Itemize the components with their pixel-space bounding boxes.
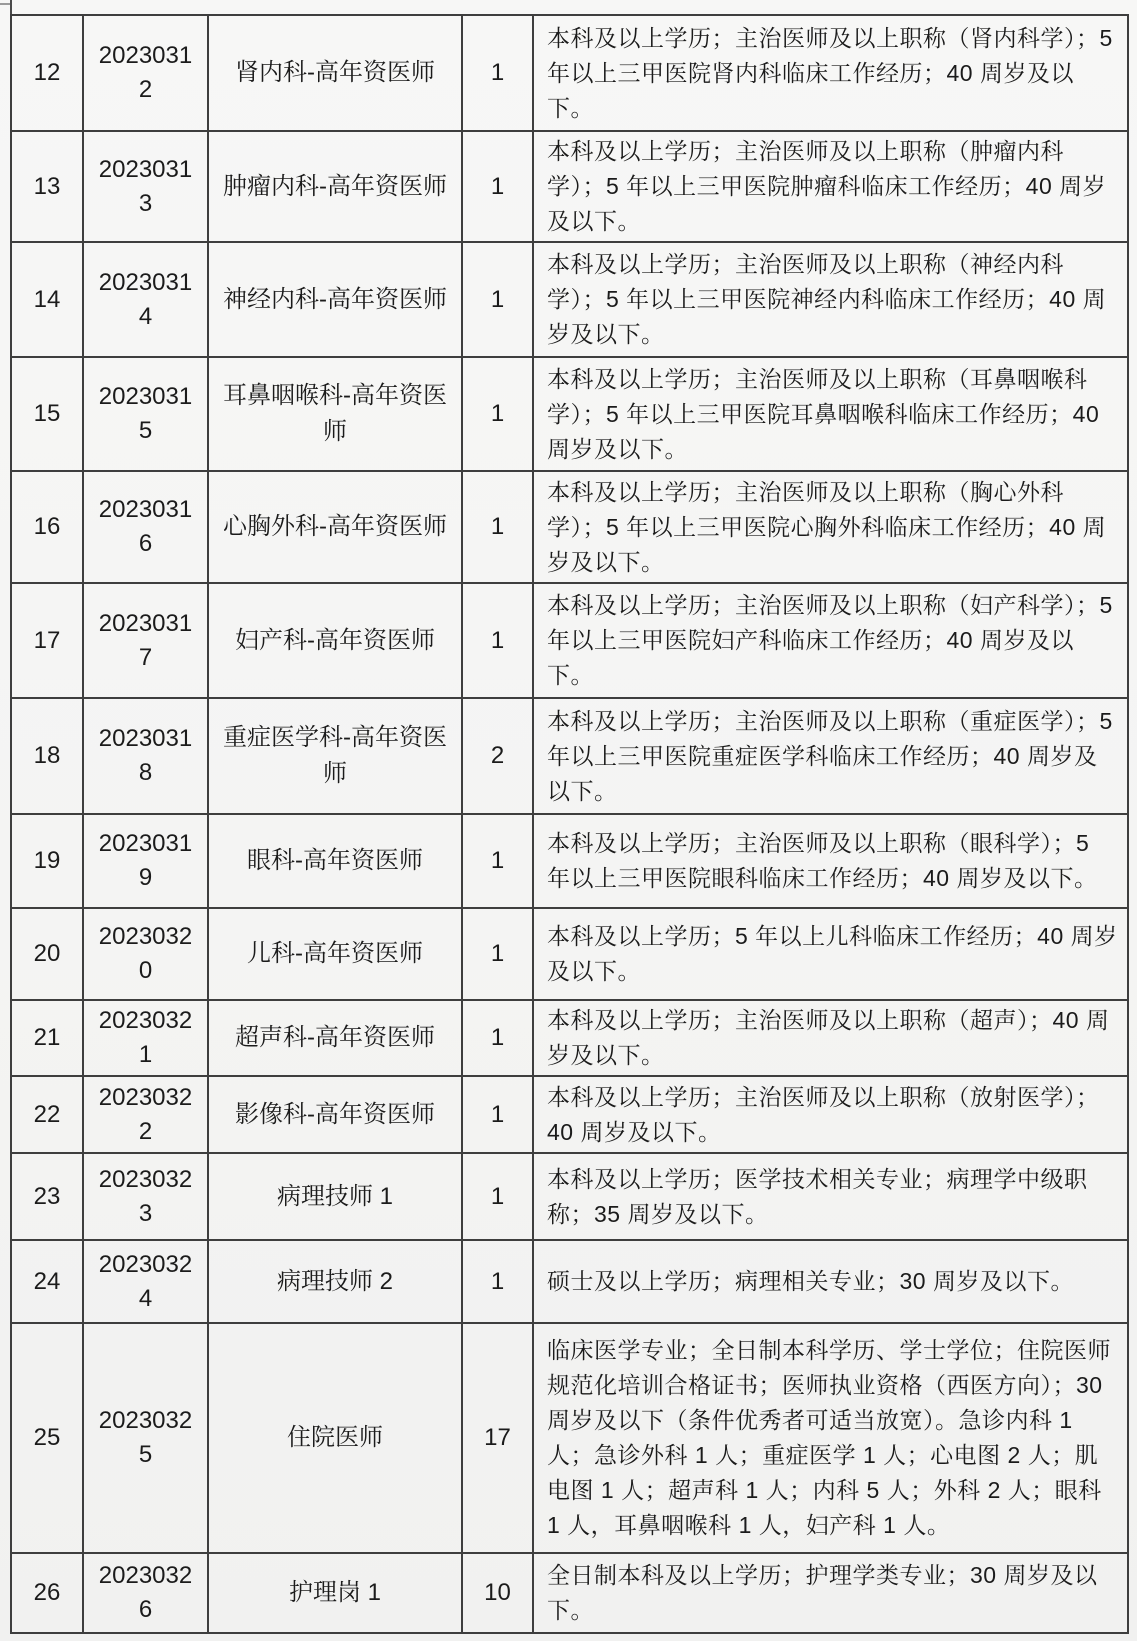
job-code-text: 20230325 xyxy=(98,1407,193,1468)
job-code-text: 20230312 xyxy=(98,42,193,103)
position-name-cell: 心胸外科-高年资医师 xyxy=(208,471,462,583)
headcount-cell: 1 xyxy=(462,471,533,583)
requirements-cell: 本科及以上学历；主治医师及以上职称（胸心外科学）；5 年以上三甲医院心胸外科临床工作经历；40 周岁及以下。 xyxy=(533,471,1128,583)
position-name-cell: 护理岗 1 xyxy=(208,1553,462,1633)
table-row xyxy=(11,1153,1128,1240)
position-name-cell: 眼科-高年资医师 xyxy=(208,814,462,908)
position-name-cell: 肾内科-高年资医师 xyxy=(208,15,462,131)
job-code-cell xyxy=(83,814,208,908)
job-code-text: 20230323 xyxy=(98,1165,193,1227)
sequence-cell: 20 xyxy=(11,908,83,1000)
headcount-cell: 1 xyxy=(462,1000,533,1076)
sequence-cell: 24 xyxy=(11,1240,83,1323)
position-name-cell: 病理技师 2 xyxy=(208,1240,462,1323)
position-name-cell: 肿瘤内科-高年资医师 xyxy=(208,131,462,242)
job-code-cell xyxy=(83,357,208,471)
table-row xyxy=(11,908,1128,1000)
cropped-row-border-artifact-vertical xyxy=(10,0,12,14)
requirements-cell: 本科及以上学历；5 年以上儿科临床工作经历；40 周岁及以下。 xyxy=(533,908,1128,1000)
requirements-cell: 本科及以上学历；主治医师及以上职称（重症医学）；5 年以上三甲医院重症医学科临床工作经历；40 周岁及以下。 xyxy=(533,698,1128,814)
sequence-cell: 15 xyxy=(11,357,83,471)
job-code-text: 20230321 xyxy=(98,1007,193,1068)
position-name-cell: 妇产科-高年资医师 xyxy=(208,583,462,698)
sequence-cell: 17 xyxy=(11,583,83,698)
sequence-cell: 13 xyxy=(11,131,83,242)
table-row xyxy=(11,1000,1128,1076)
job-code-cell xyxy=(83,131,208,242)
job-code-cell xyxy=(83,1323,208,1553)
sequence-cell: 18 xyxy=(11,698,83,814)
requirements-cell: 本科及以上学历；主治医师及以上职称（肾内科学）；5 年以上三甲医院肾内科临床工作经历；40 周岁及以下。 xyxy=(533,15,1128,131)
table-row xyxy=(11,1240,1128,1323)
job-code-text: 20230318 xyxy=(98,725,193,786)
headcount-cell: 1 xyxy=(462,131,533,242)
requirements-cell: 本科及以上学历；主治医师及以上职称（耳鼻咽喉科学）；5 年以上三甲医院耳鼻咽喉科临床工作经历；40 周岁及以下。 xyxy=(533,357,1128,471)
job-code-text: 20230326 xyxy=(98,1562,193,1623)
headcount-cell: 1 xyxy=(462,1076,533,1153)
job-code-text: 20230319 xyxy=(98,830,193,891)
job-code-cell xyxy=(83,1076,208,1153)
requirements-cell: 本科及以上学历；主治医师及以上职称（超声）；40 周岁及以下。 xyxy=(533,1000,1128,1076)
headcount-cell: 1 xyxy=(462,908,533,1000)
job-code-cell xyxy=(83,583,208,698)
requirements-cell: 本科及以上学历；医学技术相关专业；病理学中级职称；35 周岁及以下。 xyxy=(533,1153,1128,1240)
table-row xyxy=(11,471,1128,583)
job-code-text: 20230320 xyxy=(98,923,193,984)
headcount-cell: 1 xyxy=(462,814,533,908)
table-body xyxy=(11,15,1128,1633)
headcount-cell: 1 xyxy=(462,357,533,471)
position-name-cell: 超声科-高年资医师 xyxy=(208,1000,462,1076)
job-code-cell xyxy=(83,1240,208,1323)
recruitment-positions-table xyxy=(10,14,1129,1634)
headcount-cell: 1 xyxy=(462,15,533,131)
headcount-cell: 10 xyxy=(462,1553,533,1633)
sequence-cell: 22 xyxy=(11,1076,83,1153)
sequence-cell: 21 xyxy=(11,1000,83,1076)
table-row xyxy=(11,1323,1128,1553)
job-code-cell xyxy=(83,471,208,583)
position-name-cell: 重症医学科-高年资医师 xyxy=(208,698,462,814)
sequence-cell: 16 xyxy=(11,471,83,583)
sequence-cell: 12 xyxy=(11,15,83,131)
job-code-text: 20230315 xyxy=(98,383,193,444)
job-code-text: 20230313 xyxy=(98,155,193,217)
table-row xyxy=(11,698,1128,814)
requirements-cell: 本科及以上学历；主治医师及以上职称（肿瘤内科学）；5 年以上三甲医院肿瘤科临床工作经历；40 周岁及以下。 xyxy=(533,131,1128,242)
requirements-cell: 全日制本科及以上学历；护理学类专业；30 周岁及以下。 xyxy=(533,1553,1128,1633)
requirements-cell: 硕士及以上学历；病理相关专业；30 周岁及以下。 xyxy=(533,1240,1128,1323)
job-code-text: 20230316 xyxy=(98,496,193,557)
requirements-cell: 本科及以上学历；主治医师及以上职称（放射医学）；40 周岁及以下。 xyxy=(533,1076,1128,1153)
job-code-text: 20230314 xyxy=(98,268,193,330)
headcount-cell: 2 xyxy=(462,698,533,814)
table-row xyxy=(11,814,1128,908)
job-code-cell xyxy=(83,1000,208,1076)
sequence-cell: 19 xyxy=(11,814,83,908)
job-code-text: 20230324 xyxy=(98,1250,193,1312)
headcount-cell: 1 xyxy=(462,242,533,357)
requirements-cell: 本科及以上学历；主治医师及以上职称（妇产科学）；5 年以上三甲医院妇产科临床工作经历；40 周岁及以下。 xyxy=(533,583,1128,698)
table-row xyxy=(11,15,1128,131)
job-code-text: 20230322 xyxy=(98,1083,193,1145)
table-row xyxy=(11,1553,1128,1633)
requirements-cell: 本科及以上学历；主治医师及以上职称（眼科学）；5 年以上三甲医院眼科临床工作经历；40 周岁及以下。 xyxy=(533,814,1128,908)
headcount-cell: 1 xyxy=(462,1153,533,1240)
position-name-cell: 住院医师 xyxy=(208,1323,462,1553)
position-name-cell: 病理技师 1 xyxy=(208,1153,462,1240)
position-name-cell: 儿科-高年资医师 xyxy=(208,908,462,1000)
table-row xyxy=(11,131,1128,242)
job-code-cell xyxy=(83,908,208,1000)
sequence-cell: 23 xyxy=(11,1153,83,1240)
headcount-cell: 17 xyxy=(462,1323,533,1553)
job-code-cell xyxy=(83,1153,208,1240)
job-code-cell xyxy=(83,242,208,357)
job-code-cell xyxy=(83,1553,208,1633)
table-row xyxy=(11,583,1128,698)
cropped-row-border-artifact-horizontal xyxy=(0,3,10,5)
headcount-cell: 1 xyxy=(462,583,533,698)
sequence-cell: 25 xyxy=(11,1323,83,1553)
position-name-cell: 影像科-高年资医师 xyxy=(208,1076,462,1153)
requirements-cell: 临床医学专业；全日制本科学历、学士学位；住院医师规范化培训合格证书；医师执业资格（西医方向）；30 周岁及以下（条件优秀者可适当放宽）。急诊内科 1 人；急诊外科 1 人；重症医学 1 人；心电图 2 人；肌电图 1 人；超声科 1 人；内科 5 人；外科 2 人；眼科 1 人，耳鼻咽喉科 1 人，妇产科 1 人。 xyxy=(533,1323,1128,1553)
job-code-cell xyxy=(83,15,208,131)
job-code-cell xyxy=(83,698,208,814)
table-row xyxy=(11,242,1128,357)
position-name-cell: 神经内科-高年资医师 xyxy=(208,242,462,357)
sequence-cell: 26 xyxy=(11,1553,83,1633)
headcount-cell: 1 xyxy=(462,1240,533,1323)
position-name-cell: 耳鼻咽喉科-高年资医师 xyxy=(208,357,462,471)
requirements-cell: 本科及以上学历；主治医师及以上职称（神经内科学）；5 年以上三甲医院神经内科临床工作经历；40 周岁及以下。 xyxy=(533,242,1128,357)
job-code-text: 20230317 xyxy=(98,609,193,671)
table-row xyxy=(11,357,1128,471)
table-row xyxy=(11,1076,1128,1153)
sequence-cell: 14 xyxy=(11,242,83,357)
